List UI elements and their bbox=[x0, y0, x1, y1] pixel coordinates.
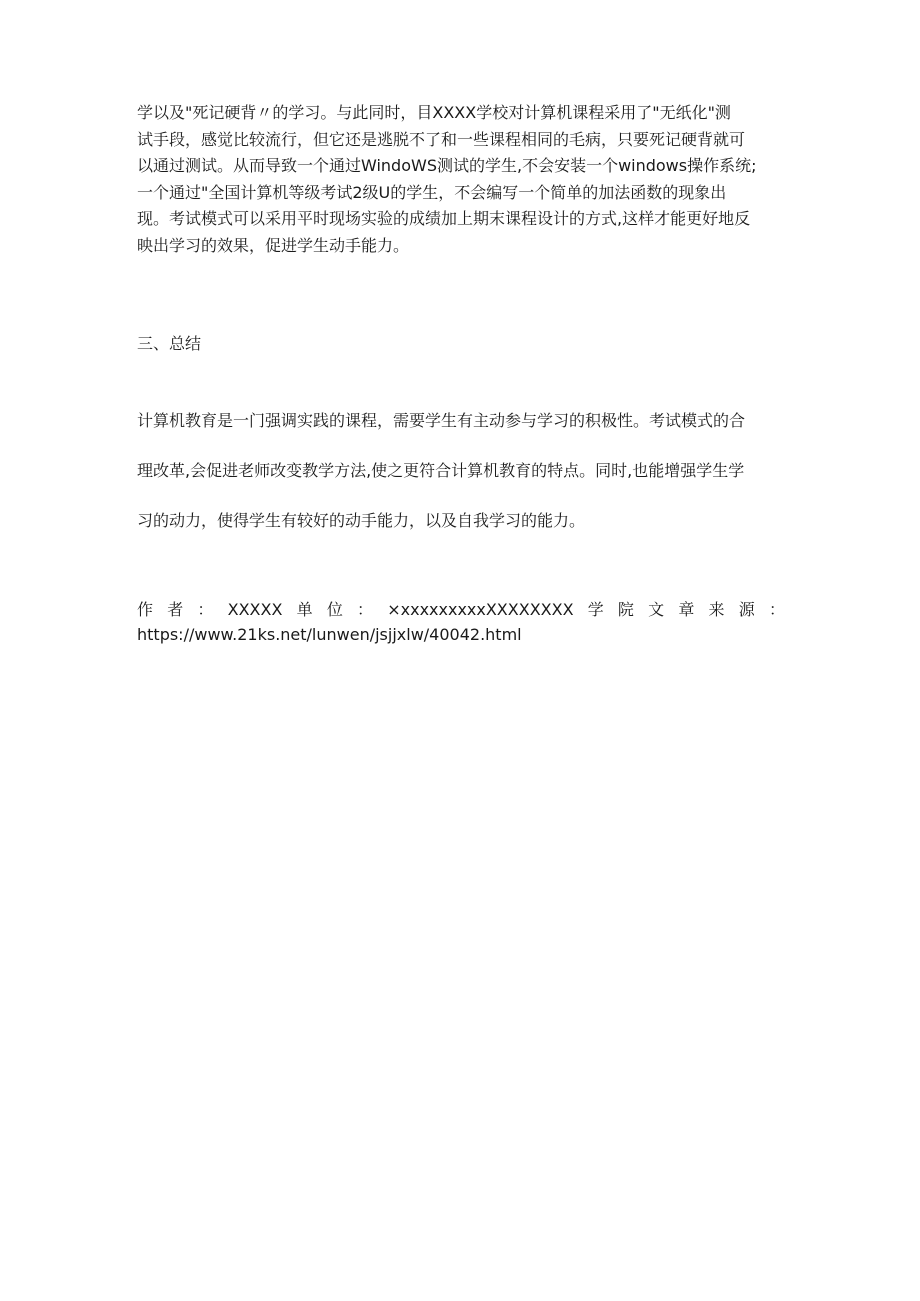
paragraph-line: 映出学习的效果，促进学生动手能力。 bbox=[137, 235, 410, 255]
author-token: 源 bbox=[738, 600, 755, 619]
paragraph-line: 现。考试模式可以采用平时现场实验的成绩加上期末课程设计的方式,这样才能更好地反 bbox=[137, 209, 751, 228]
source-url: https://www.21ks.net/lunwen/jsjjxlw/40042.html bbox=[137, 625, 522, 644]
author-token: ： bbox=[768, 600, 785, 619]
section-heading-summary: 三、总结 bbox=[137, 334, 202, 353]
author-token: 来 bbox=[708, 600, 725, 619]
author-token: 章 bbox=[678, 600, 695, 619]
author-token: ×xxxxxxxxxXXXXXXXX bbox=[387, 600, 574, 619]
paragraph-line: 计算机教育是一门强调实践的课程，需要学生有主动参与学习的积极性。考试模式的合 bbox=[137, 411, 746, 430]
author-token: XXXXX bbox=[227, 600, 283, 619]
author-token: 院 bbox=[617, 600, 634, 619]
author-token: 单 bbox=[296, 600, 313, 619]
paragraph-line: 试手段，感觉比较流行，但它还是逃脱不了和一些课程相同的毛病，只要死记硬背就可 bbox=[137, 129, 746, 149]
paragraph-line: 习的动力，使得学生有较好的动手能力，以及自我学习的能力。 bbox=[137, 511, 586, 530]
author-line bbox=[137, 596, 785, 623]
paragraph-line: 学以及"死记硬背〃的学习。与此同时，目XXXX学校对计算机课程采用了"无纸化"测 bbox=[137, 103, 731, 122]
author-token: 文 bbox=[648, 600, 665, 619]
author-token: 作 bbox=[137, 600, 154, 619]
author-token: ： bbox=[357, 600, 374, 619]
paragraph-line: 一个通过"全国计算机等级考试2级U的学生，不会编写一个简单的加法函数的现象出 bbox=[137, 182, 727, 202]
author-source-block bbox=[137, 596, 785, 647]
body-paragraph-summary bbox=[137, 408, 787, 558]
author-token: 者 bbox=[167, 600, 184, 619]
body-paragraph-exam-mode bbox=[137, 100, 785, 259]
paragraph-line: 理改革,会促进老师改变教学方法,使之更符合计算机教育的特点。同时,也能增强学生学 bbox=[137, 461, 745, 480]
author-token: 位 bbox=[326, 600, 343, 619]
paragraph-line: 以通过测试。从而导致一个通过WindoWS测试的学生,不会安装一个windows操作系统; bbox=[137, 156, 757, 175]
author-token: ： bbox=[197, 600, 214, 619]
author-token: 学 bbox=[587, 600, 604, 619]
